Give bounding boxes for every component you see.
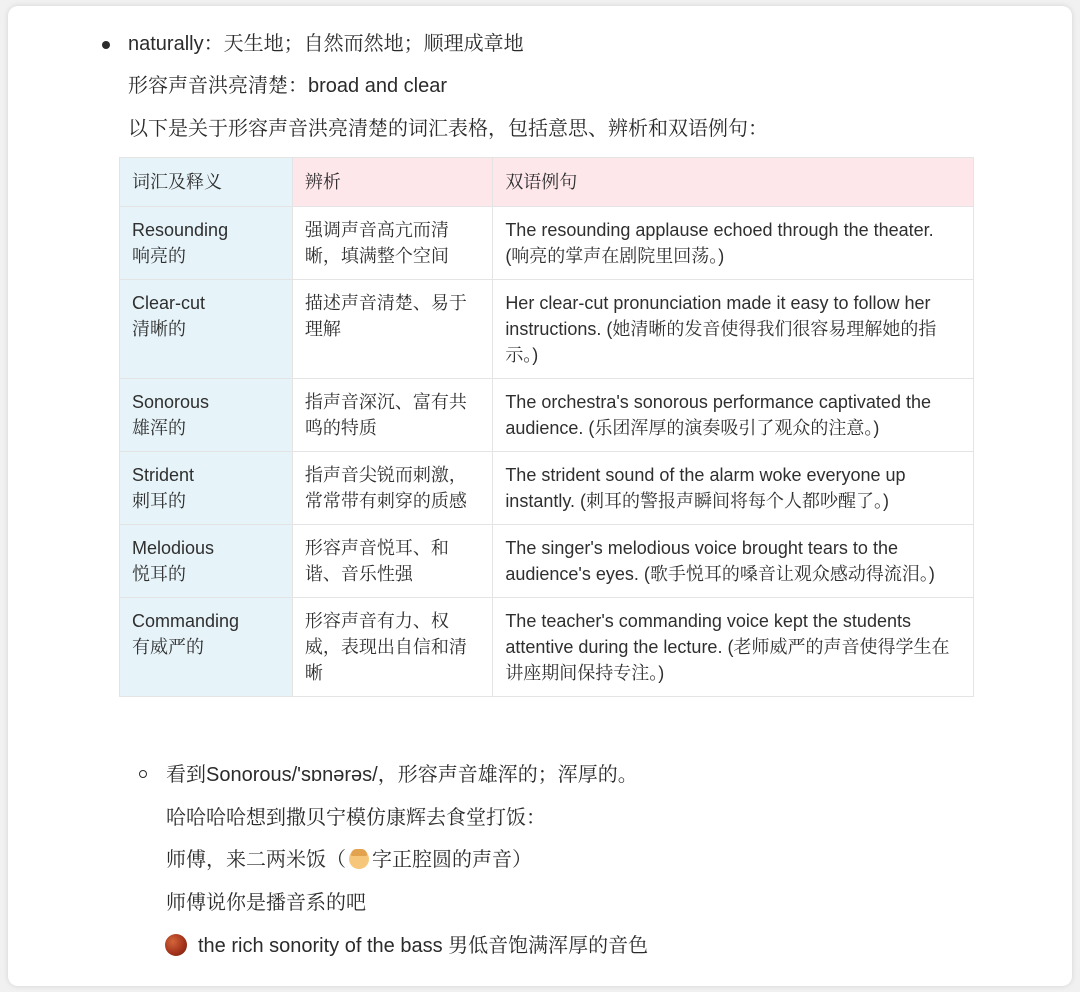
analysis-cell: 形容声音有力、权威，表现出自信和清晰 (292, 598, 492, 697)
bullet-naturally: naturally：天生地；自然而然地；顺理成章地 (128, 33, 524, 55)
word-cell (120, 525, 293, 598)
table-header-row (120, 158, 974, 207)
analysis-cell: 描述声音清楚、易于理解 (292, 280, 492, 379)
sub-bullet-point (139, 770, 147, 778)
table-row (120, 280, 974, 379)
word-meaning: 响亮的 (132, 246, 186, 266)
note-line-c: 师傅说你是播音系的吧 (166, 892, 366, 914)
note-line-b (166, 846, 532, 874)
vocabulary-table (119, 157, 974, 697)
analysis-cell: 形容声音悦耳、和谐、音乐性强 (292, 525, 492, 598)
word-cell (120, 280, 293, 379)
word: Sonorous (132, 392, 210, 412)
example-cell: The resounding applause echoed through the theater. (响亮的掌声在剧院里回荡。) (493, 207, 974, 280)
example-cell: The orchestra's sonorous performance captivated the audience. (乐团浑厚的演奏吸引了观众的注意。) (493, 379, 974, 452)
analysis-cell: 指声音尖锐而刺激，常常带有刺穿的质感 (292, 452, 492, 525)
example-cell: The singer's melodious voice brought tears to the audience's eyes. (歌手悦耳的嗓音让观众感动得流泪。) (493, 525, 974, 598)
note-line-b-start: 师傅，来二两米饭（ (166, 849, 346, 871)
broad-and-clear-line: 形容声音洪亮清楚：broad and clear (128, 75, 447, 97)
word-meaning: 雄浑的 (132, 418, 186, 438)
example-cell: Her clear-cut pronunciation made it easy to follow her instructions. (她清晰的发音使得我们很容易理解她的指示。) (493, 280, 974, 379)
analysis-cell: 指声音深沉、富有共鸣的特质 (292, 379, 492, 452)
sonorous-note: 看到Sonorous/'sɒnərəs/，形容声音雄浑的；浑厚的。 (166, 764, 638, 786)
note-line-b-end: 字正腔圆的声音） (372, 849, 532, 871)
header-example: 双语例句 (493, 158, 974, 207)
bullet-point (102, 41, 110, 49)
word-meaning: 有威严的 (132, 637, 204, 657)
word-meaning: 清晰的 (132, 319, 186, 339)
table-row (120, 598, 974, 697)
table-row (120, 379, 974, 452)
word-meaning: 悦耳的 (132, 564, 186, 584)
word: Clear-cut (132, 293, 206, 313)
person-face-emoji-icon (349, 849, 369, 869)
header-analysis: 辨析 (292, 158, 492, 207)
word: Melodious (132, 538, 215, 558)
basketball-icon (165, 934, 187, 956)
word-meaning: 刺耳的 (132, 491, 186, 511)
analysis-cell: 强调声音高亢而清晰，填满整个空间 (292, 207, 492, 280)
note-line-d: the rich sonority of the bass 男低音饱满浑厚的音色 (198, 935, 649, 957)
table-row (120, 452, 974, 525)
table-row (120, 525, 974, 598)
word: Resounding (132, 220, 229, 240)
note-line-a: 哈哈哈哈想到撒贝宁模仿康辉去食堂打饭： (166, 807, 546, 829)
header-word: 词汇及释义 (120, 158, 293, 207)
word-cell (120, 452, 293, 525)
example-cell: The strident sound of the alarm woke everyone up instantly. (刺耳的警报声瞬间将每个人都吵醒了。) (493, 452, 974, 525)
example-cell: The teacher's commanding voice kept the students attentive during the lecture. (老师威严的声音使得学生在讲座期间保持专注。) (493, 598, 974, 697)
word-cell (120, 207, 293, 280)
table-row (120, 207, 974, 280)
table-intro-line: 以下是关于形容声音洪亮清楚的词汇表格，包括意思、辨析和双语例句： (128, 118, 768, 140)
word: Commanding (132, 611, 240, 631)
word: Strident (132, 465, 195, 485)
word-cell (120, 379, 293, 452)
word-cell (120, 598, 293, 697)
